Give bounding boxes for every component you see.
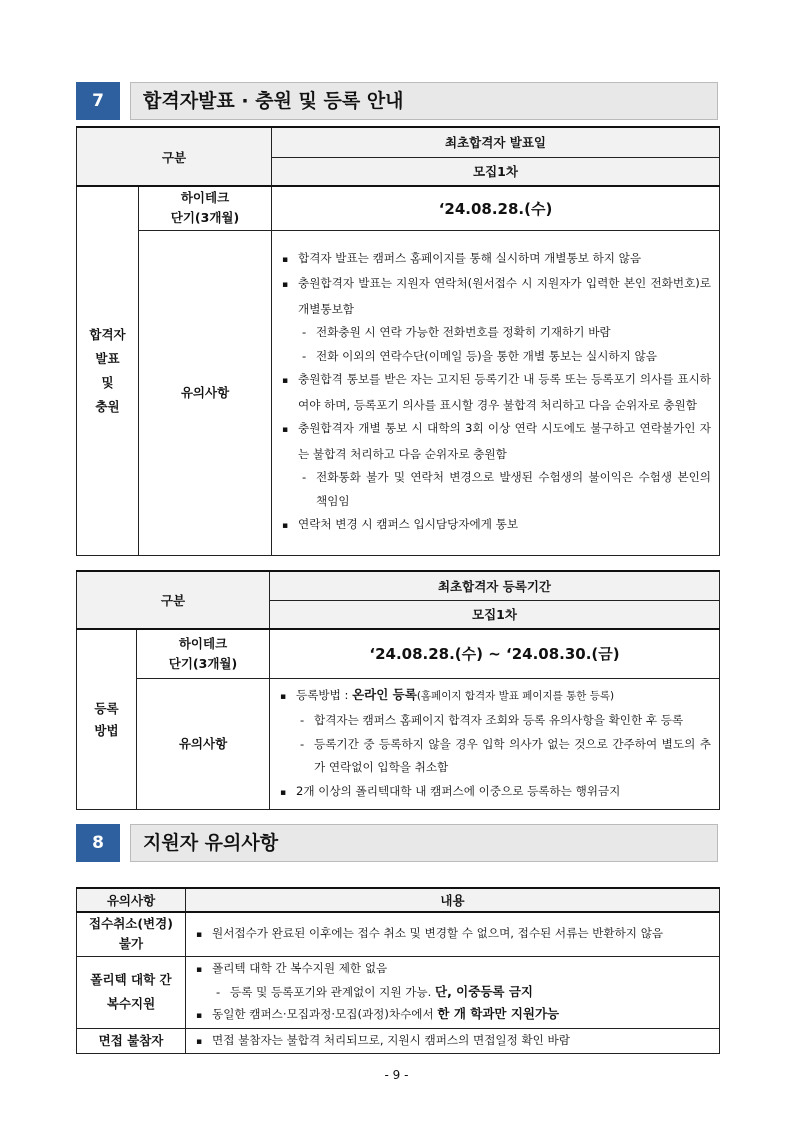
list-item: ▪ 충원합격 통보를 받은 자는 고지된 등록기간 내 등록 또는 등록포기 의사를 표시하여야 하며, 등록포기 의사를 표시할 경우 불합격 처리하고 다음 순위자로 충원함	[282, 368, 711, 417]
registration-period-header: 최초합격자 등록기간	[270, 571, 720, 600]
list-item: ▪ 면접 불참자는 불합격 처리되므로, 지원시 캠퍼스의 면접일정 확인 바람	[196, 1029, 713, 1053]
category-header: 구분	[77, 571, 270, 629]
list-item: - 전화통화 불가 및 연락처 변경으로 발생된 수험생의 불이익은 수험생 본인의 책임임	[282, 466, 711, 513]
list-item: - 등록기간 중 등록하지 않을 경우 입학 의사가 없는 것으로 간주하여 별도의 추가 연락없이 입학을 취소함	[280, 733, 711, 780]
list-item: ▪ 2개 이상의 폴리텍대학 내 캠퍼스에 이중으로 등록하는 행위금지	[280, 780, 711, 806]
announcement-table	[76, 126, 720, 556]
online-registration: 온라인 등록	[352, 686, 417, 702]
row-content	[186, 912, 720, 956]
list-item: ▪ 동일한 캠퍼스·모집과정·모집(과정)차수에서 한 개 학과만 지원가능	[196, 1003, 713, 1027]
course-label: 하이테크 단기(3개월)	[137, 629, 270, 678]
double-registration-warning: 단, 이중등록 금지	[435, 983, 533, 999]
announce-date-header: 최초합격자 발표일	[272, 127, 720, 157]
list-item: ▪ 충원합격자 발표는 지원자 연락처(원서접수 시 지원자가 입력한 본인 전화번호)로 개별통보함	[282, 272, 711, 321]
group-label: 합격자 발표 및 충원	[77, 186, 139, 555]
row-label: 접수취소(변경) 불가	[77, 912, 186, 956]
notes-list	[272, 243, 719, 543]
list-item: ▪ 충원합격자 개별 통보 시 대학의 3회 이상 연락 시도에도 불구하고 연락불가인 자는 불합격 처리하고 다음 순위자로 충원함	[282, 417, 711, 466]
announce-date: ‘24.08.28.(수)	[272, 186, 720, 230]
notes-cell	[270, 678, 720, 810]
applicant-notes-table	[76, 887, 720, 1054]
section-number: 7	[76, 82, 120, 120]
round-header: 모집1차	[272, 157, 720, 186]
row-content	[186, 1028, 720, 1053]
one-department-only: 한 개 학과만 지원가능	[437, 1005, 560, 1021]
list-item: ▪ 연락처 변경 시 캠퍼스 입시담당자에게 통보	[282, 513, 711, 539]
section-title: 합격자발표 · 충원 및 등록 안내	[130, 82, 718, 120]
registration-table	[76, 570, 720, 810]
section-number: 8	[76, 824, 120, 862]
notes-cell	[272, 230, 720, 555]
category-header: 구분	[77, 127, 272, 186]
notes-column-header: 유의사항	[77, 888, 186, 912]
list-item: - 전화충원 시 연락 가능한 전화번호를 정확히 기재하기 바람	[282, 321, 711, 345]
registration-period: ‘24.08.28.(수) ~ ‘24.08.30.(금)	[270, 629, 720, 678]
list-item: - 합격자는 캠퍼스 홈페이지 합격자 조회와 등록 유의사항을 확인한 후 등록	[280, 709, 711, 733]
section-title: 지원자 유의사항	[130, 824, 718, 862]
section-7-header	[76, 82, 718, 120]
row-label: 면접 불참자	[77, 1028, 186, 1053]
page-number: - 9 -	[384, 1068, 409, 1082]
list-item: ▪ 등록방법 : 온라인 등록(홈페이지 합격자 발표 페이지를 통한 등록)	[280, 683, 711, 710]
round-header: 모집1차	[270, 600, 720, 629]
course-label: 하이테크 단기(3개월)	[139, 186, 272, 230]
row-content	[186, 956, 720, 1028]
content-column-header: 내용	[186, 888, 720, 912]
list-item: ▪ 원서접수가 완료된 이후에는 접수 취소 및 변경할 수 없으며, 접수된 서류는 반환하지 않음	[196, 922, 713, 948]
notes-label: 유의사항	[137, 678, 270, 810]
notes-label: 유의사항	[139, 230, 272, 555]
list-item: ▪ 합격자 발표는 캠퍼스 홈페이지를 통해 실시하며 개별통보 하지 않음	[282, 247, 711, 273]
section-8-header	[76, 824, 718, 862]
list-item: - 등록 및 등록포기와 관계없이 지원 가능. 단, 이중등록 금지	[196, 981, 713, 1003]
row-label: 폴리텍 대학 간 복수지원	[77, 956, 186, 1028]
list-item: ▪ 폴리텍 대학 간 복수지원 제한 없음	[196, 958, 713, 981]
notes-list	[270, 679, 719, 810]
list-item: - 전화 이외의 연락수단(이메일 등)을 통한 개별 통보는 실시하지 않음	[282, 345, 711, 369]
group-label: 등록 방법	[77, 629, 137, 810]
